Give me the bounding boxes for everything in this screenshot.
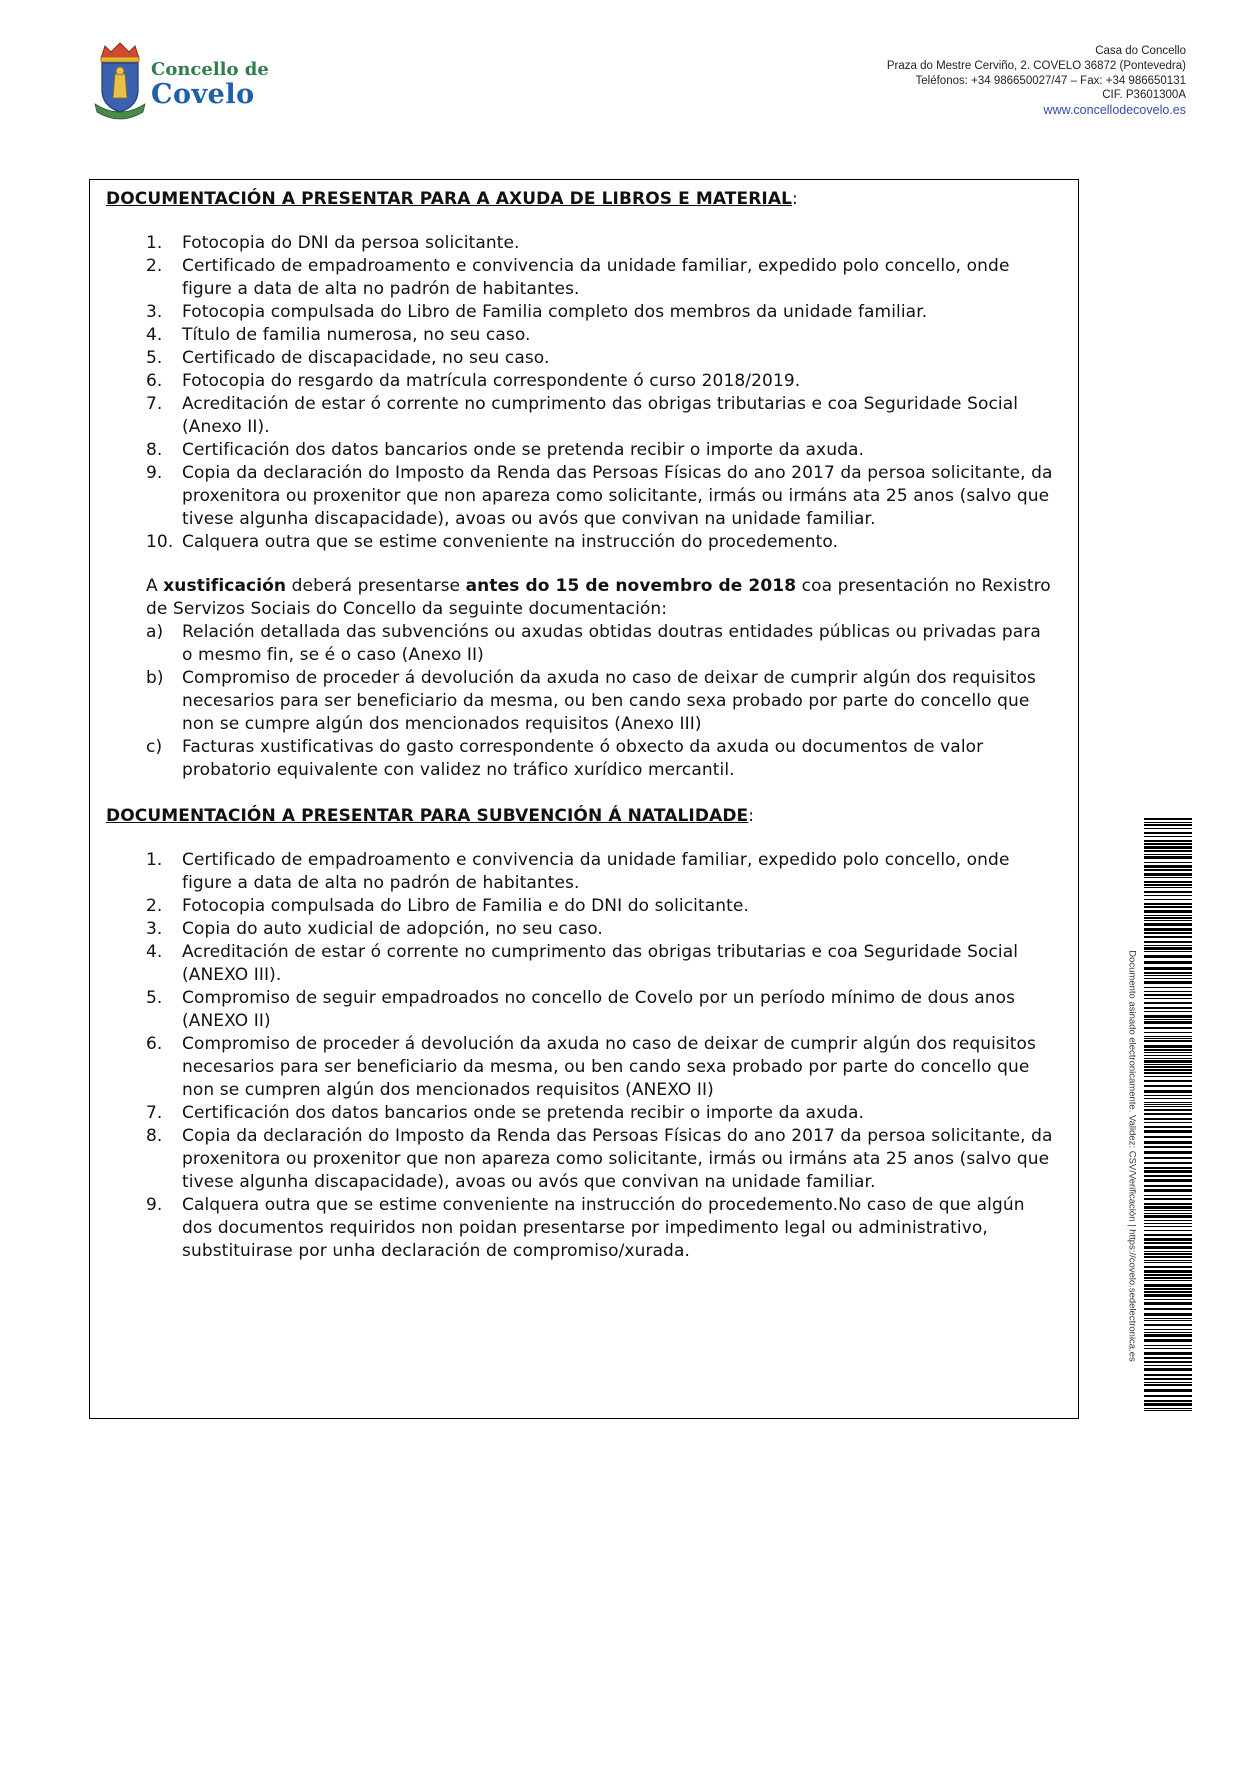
contact-line-3: Teléfonos: +34 986650027/47 – Fax: +34 986650131 [915, 74, 1186, 87]
list-item: 3. Copia do auto xudicial de adopción, no seu caso. [146, 919, 603, 939]
list-item: 7. Certificación dos datos bancarios onde se pretenda recibir o importe da axuda. [146, 1103, 864, 1123]
list-item: 6. Compromiso de proceder á devolución da axuda no caso de deixar de cumprir algún dos requisitos necesarios para ser beneficiario da mesma, ou ben cando sexa probado por parte do concello que non se cumpren algún dos mencionados requisitos (ANEXO II) [146, 1034, 1036, 1100]
contact-line-2: Praza do Mestre Cerviño, 2. COVELO 36872 (Pontevedra) [886, 59, 1186, 72]
document-frame [89, 179, 1079, 1419]
list-item: 1. Fotocopia do DNI da persoa solicitante. [146, 233, 520, 253]
document-content [106, 188, 1056, 1263]
barcode-icon [1144, 818, 1192, 1412]
list-item: 10. Calquera outra que se estime conveniente na instrucción do procedemento. [146, 532, 839, 552]
list-item: 8. Copia da declaración do Imposto da Renda das Persoas Físicas do ano 2017 da persoa solicitante, da proxenitora ou proxenitor que non apareza como solicitante, irmás ou irmáns ata 25 anos (salvo que tivese algunha discapacidade), avoas ou avós que convivan na unidade familiar. [146, 1126, 1053, 1192]
list-item: 4. Título de familia numerosa, no seu caso. [146, 325, 531, 345]
coat-of-arms-icon [93, 40, 147, 120]
list-item: a) Relación detallada das subvencións ou axudas obtidas doutras entidades públicas ou privadas para o mesmo fin, se é o caso (Anexo II) [146, 622, 1041, 665]
brand-top-text: Concello de [151, 59, 269, 80]
list-item: 9. Copia da declaración do Imposto da Renda das Persoas Físicas do ano 2017 da persoa solicitante, da proxenitora ou proxenitor que non apareza como solicitante, irmás ou irmáns ata 25 anos (salvo que tivese algunha discapacidade), avoas ou avós que convivan na unidade familiar. [146, 463, 1053, 529]
list-item: 9. Calquera outra que se estime conveniente na instrucción do procedemento.No caso de que algún dos documentos requiridos non poidan presentarse por impedimento legal ou administrativo, substituirase por unha declaración de compromiso/xurada. [146, 1195, 1025, 1261]
list-item: 4. Acreditación de estar ó corrente no cumprimento das obrigas tributarias e coa Seguridade Social (ANEXO III). [146, 942, 1019, 985]
list-item: 3. Fotocopia compulsada do Libro de Familia completo dos membros da unidade familiar. [146, 302, 928, 322]
contact-line-4: CIF. P3601300A [1102, 89, 1186, 102]
list-item: 8. Certificación dos datos bancarios onde se pretenda recibir o importe da axuda. [146, 440, 864, 460]
justification-paragraph: A xustificación deberá presentarse antes do 15 de novembro de 2018 coa presentación no Rexistro de Servizos Sociais do Concello da seguinte documentación: [146, 576, 1051, 619]
contact-block [887, 44, 1186, 118]
list-item: 2. Fotocopia compulsada do Libro de Familia e do DNI do solicitante. [146, 896, 749, 916]
brand-main-text: Covelo [151, 79, 255, 110]
list-item: c) Facturas xustificativas do gasto correspondente ó obxecto da axuda ou documentos de valor probatorio equivalente con validez no tráfico xurídico mercantil. [146, 737, 984, 780]
verification-side-text: Documento asinado electronicamente. Validez: CSV/Verificación | https://covelo.sedelectronica.es [1126, 950, 1138, 1362]
section2-list [106, 849, 1056, 1263]
contact-line-1: Casa do Concello [1095, 45, 1186, 57]
municipal-logo [93, 40, 293, 120]
list-item: 2. Certificado de empadroamento e convivencia da unidade familiar, expedido polo concello, onde figure a data de alta no padrón de habitantes. [146, 256, 1010, 299]
section2-title: DOCUMENTACIÓN A PRESENTAR PARA SUBVENCIÓN Á NATALIDADE: [106, 806, 755, 826]
section1-title: DOCUMENTACIÓN A PRESENTAR PARA A AXUDA DE LIBROS E MATERIAL: [106, 189, 798, 209]
section1-list [106, 232, 1056, 554]
justification-list [106, 621, 1056, 782]
website-link[interactable]: www.concellodecovelo.es [1043, 103, 1186, 118]
list-item: 7. Acreditación de estar ó corrente no cumprimento das obrigas tributarias e coa Seguridade Social (Anexo II). [146, 394, 1019, 437]
list-item: b) Compromiso de proceder á devolución da axuda no caso de deixar de cumprir algún dos requisitos necesarios para ser beneficiario da mesma, ou ben cando sexa probado por parte do concello que non se cumpre algún dos mencionados requisitos (Anexo III) [146, 668, 1036, 734]
list-item: 5. Certificado de discapacidade, no seu caso. [146, 348, 550, 368]
list-item: 6. Fotocopia do resgardo da matrícula correspondente ó curso 2018/2019. [146, 371, 801, 391]
list-item: 5. Compromiso de seguir empadroados no concello de Covelo por un período mínimo de dous anos (ANEXO II) [146, 988, 1016, 1031]
list-item: 1. Certificado de empadroamento e convivencia da unidade familiar, expedido polo concello, onde figure a data de alta no padrón de habitantes. [146, 850, 1010, 893]
